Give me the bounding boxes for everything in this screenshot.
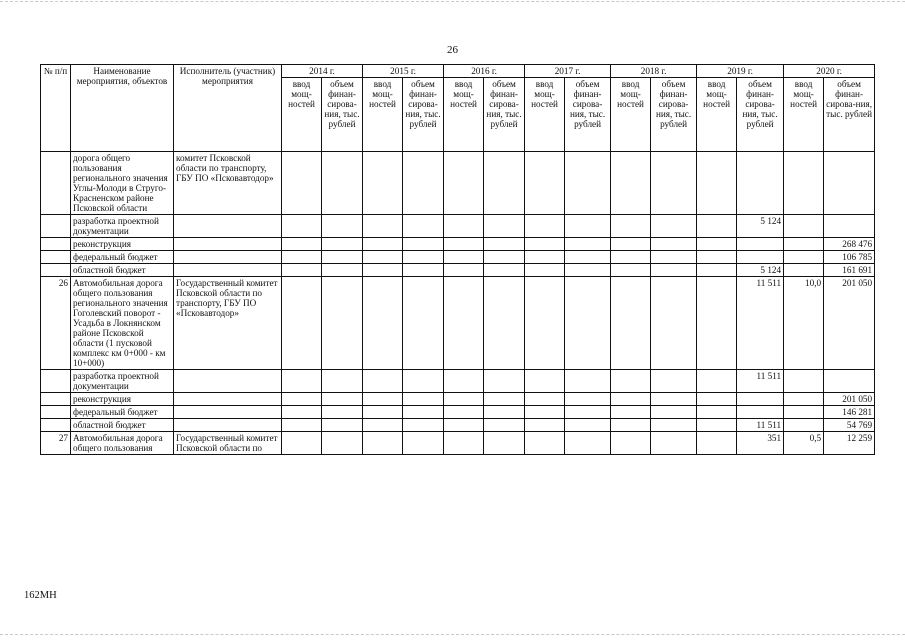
financing-cell [651,370,697,393]
capacity-cell [282,393,322,406]
financing-cell [322,370,363,393]
capacity-cell [697,264,737,277]
financing-cell [322,251,363,264]
capacity-cell [784,406,824,419]
financing-cell [651,406,697,419]
scan-edge-bottom [0,634,905,635]
capacity-cell [697,215,737,238]
capacity-cell [525,432,565,455]
capacity-cell [363,432,403,455]
capacity-cell [525,215,565,238]
capacity-cell [697,238,737,251]
financing-cell: 201 050 [824,393,875,406]
financing-cell: 11 511 [737,419,784,432]
financing-cell [403,264,444,277]
financing-cell [565,277,611,370]
capacity-cell [282,370,322,393]
financing-cell [565,419,611,432]
row-executor [174,251,282,264]
row-executor [174,238,282,251]
financing-cell [651,432,697,455]
row-name: дорога общего пользования регионального значения Углы-Молоди в Струго-Красненском районе Псковской области [71,152,174,215]
capacity-cell [611,432,651,455]
capacity-cell [784,152,824,215]
financing-cell [737,238,784,251]
row-executor [174,264,282,277]
row-number [41,393,71,406]
header-name: Наименование мероприятия, объектов [71,65,174,152]
financing-cell [403,251,444,264]
financing-cell [651,277,697,370]
capacity-cell [363,419,403,432]
capacity-cell [363,238,403,251]
header-financing: объем финан-сирова-ния, тыс. рублей [322,78,363,152]
row-name: Автомобильная дорога общего пользования регионального значения Гоголевский поворот - Усадьба в Локнянском районе Псковской области (1 пусковой комплекс км 0+000 - км 10+000) [71,277,174,370]
financing-cell: 54 769 [824,419,875,432]
financing-cell [737,393,784,406]
financing-cell [403,215,444,238]
capacity-cell [525,238,565,251]
table-row [41,152,875,215]
capacity-cell [611,251,651,264]
capacity-cell [282,251,322,264]
financing-cell: 268 476 [824,238,875,251]
header-financing: объем финан-сирова-ния, тыс. рублей [403,78,444,152]
financing-cell [484,419,525,432]
header-capacity: ввод мощ-ностей [611,78,651,152]
capacity-cell [282,238,322,251]
table-row [41,251,875,264]
financing-cell [737,406,784,419]
financing-cell [322,152,363,215]
financing-cell [651,152,697,215]
capacity-cell [444,393,484,406]
capacity-cell [784,264,824,277]
row-executor [174,406,282,419]
financing-cell [403,277,444,370]
header-financing: объем финан-сирова-ния, тыс. рублей [737,78,784,152]
financing-cell [484,432,525,455]
header-capacity: ввод мощ-ностей [444,78,484,152]
financing-cell [824,215,875,238]
header-executor: Исполнитель (участник) мероприятия [174,65,282,152]
capacity-cell [444,370,484,393]
header-year-2018: 2018 г. [611,65,697,78]
header-num: № п/п [41,65,71,152]
capacity-cell [697,406,737,419]
financing-cell [322,277,363,370]
capacity-cell [282,406,322,419]
table-row [41,215,875,238]
capacity-cell [611,152,651,215]
header-financing: объем финан-сирова-ния, тыс. рублей [484,78,525,152]
financing-cell [484,264,525,277]
header-year-2014: 2014 г. [282,65,363,78]
row-name: областной бюджет [71,419,174,432]
row-number [41,406,71,419]
capacity-cell [611,264,651,277]
capacity-cell [784,215,824,238]
capacity-cell [697,393,737,406]
financing-cell [484,370,525,393]
header-year-2020: 2020 г. [784,65,875,78]
financing-cell [322,432,363,455]
financing-cell [322,215,363,238]
financing-cell [484,393,525,406]
table-row [41,370,875,393]
capacity-cell [444,238,484,251]
program-table [40,64,875,455]
row-number [41,251,71,264]
capacity-cell [363,251,403,264]
capacity-cell [784,238,824,251]
header-year-2019: 2019 г. [697,65,784,78]
financing-cell [565,152,611,215]
capacity-cell [444,406,484,419]
financing-cell [565,251,611,264]
capacity-cell [525,251,565,264]
row-name: реконструкция [71,238,174,251]
capacity-cell: 10,0 [784,277,824,370]
financing-cell [651,251,697,264]
header-year-2015: 2015 г. [363,65,444,78]
financing-cell [565,370,611,393]
financing-cell [403,406,444,419]
capacity-cell [697,152,737,215]
financing-cell [484,152,525,215]
financing-cell [403,152,444,215]
row-executor [174,215,282,238]
capacity-cell [697,251,737,264]
financing-cell: 5 124 [737,215,784,238]
financing-cell [403,432,444,455]
row-name: федеральный бюджет [71,251,174,264]
capacity-cell [282,419,322,432]
capacity-cell [444,215,484,238]
capacity-cell [525,370,565,393]
financing-cell [403,419,444,432]
table-body [41,152,875,455]
financing-cell: 146 281 [824,406,875,419]
header-year-2016: 2016 г. [444,65,525,78]
financing-cell [484,215,525,238]
financing-cell [403,370,444,393]
financing-cell [565,264,611,277]
table-row [41,432,875,455]
row-executor [174,370,282,393]
capacity-cell [611,406,651,419]
capacity-cell [525,393,565,406]
financing-cell [651,393,697,406]
capacity-cell [363,406,403,419]
row-number [41,238,71,251]
row-name: реконструкция [71,393,174,406]
header-capacity: ввод мощ-ностей [697,78,737,152]
capacity-cell [363,152,403,215]
capacity-cell [525,264,565,277]
financing-cell [322,264,363,277]
capacity-cell [525,152,565,215]
financing-cell: 106 785 [824,251,875,264]
capacity-cell [363,264,403,277]
capacity-cell [525,406,565,419]
capacity-cell [611,419,651,432]
header-capacity: ввод мощ-ностей [282,78,322,152]
header-financing: объем финан-сирова-ния, тыс. рублей [565,78,611,152]
capacity-cell [697,277,737,370]
financing-cell: 11 511 [737,370,784,393]
financing-cell [565,406,611,419]
financing-cell [565,393,611,406]
row-executor [174,419,282,432]
financing-cell: 351 [737,432,784,455]
header-capacity: ввод мощ-ностей [363,78,403,152]
row-number: 27 [41,432,71,455]
header-capacity: ввод мощ-ностей [784,78,824,152]
row-name: разработка проектной документации [71,215,174,238]
header-financing: объем финан-сирова-ния, тыс. рублей [824,78,875,152]
financing-cell: 12 259 [824,432,875,455]
capacity-cell [611,215,651,238]
capacity-cell [784,370,824,393]
financing-cell [824,370,875,393]
financing-cell [322,393,363,406]
financing-cell [651,238,697,251]
capacity-cell [282,215,322,238]
capacity-cell [282,277,322,370]
capacity-cell [697,370,737,393]
financing-cell [322,238,363,251]
capacity-cell [444,277,484,370]
scan-edge-top [0,1,905,2]
row-executor: Государственный комитет Псковской области по [174,432,282,455]
capacity-cell [363,370,403,393]
capacity-cell [444,264,484,277]
capacity-cell [363,215,403,238]
table-row [41,419,875,432]
capacity-cell [525,277,565,370]
row-number [41,370,71,393]
row-number [41,215,71,238]
capacity-cell [611,393,651,406]
capacity-cell [697,432,737,455]
row-name: федеральный бюджет [71,406,174,419]
capacity-cell [444,432,484,455]
capacity-cell [784,419,824,432]
financing-cell [737,251,784,264]
header-row-years [41,65,875,78]
financing-cell [651,419,697,432]
capacity-cell [784,251,824,264]
row-executor: Государственный комитет Псковской области по транспорту, ГБУ ПО «Псковавтодор» [174,277,282,370]
financing-cell: 5 124 [737,264,784,277]
row-executor: комитет Псковской области по транспорту, ГБУ ПО «Псковавтодор» [174,152,282,215]
row-number [41,152,71,215]
capacity-cell [611,277,651,370]
header-year-2017: 2017 г. [525,65,611,78]
financing-cell [565,215,611,238]
capacity-cell: 0,5 [784,432,824,455]
financing-cell [322,419,363,432]
capacity-cell [525,419,565,432]
capacity-cell [611,370,651,393]
financing-cell: 161 691 [824,264,875,277]
row-number [41,264,71,277]
page-number: 26 [447,44,458,56]
financing-cell [651,215,697,238]
capacity-cell [444,251,484,264]
table-row [41,393,875,406]
row-name: Автомобильная дорога общего пользования [71,432,174,455]
financing-cell [484,238,525,251]
capacity-cell [784,393,824,406]
financing-cell [403,393,444,406]
financing-cell [484,251,525,264]
table-row [41,238,875,251]
financing-cell: 201 050 [824,277,875,370]
capacity-cell [444,419,484,432]
capacity-cell [282,152,322,215]
financing-cell [484,406,525,419]
header-financing: объем финан-сирова-ния, тыс. рублей [651,78,697,152]
financing-cell [565,432,611,455]
capacity-cell [611,238,651,251]
financing-cell: 11 511 [737,277,784,370]
financing-cell [824,152,875,215]
financing-cell [403,238,444,251]
financing-cell [484,277,525,370]
financing-cell [322,406,363,419]
capacity-cell [444,152,484,215]
table-row [41,264,875,277]
row-name: разработка проектной документации [71,370,174,393]
capacity-cell [363,393,403,406]
capacity-cell [363,277,403,370]
financing-cell [651,264,697,277]
table-row [41,406,875,419]
row-number [41,419,71,432]
capacity-cell [697,419,737,432]
footer-code: 162МН [24,590,57,601]
financing-cell [565,238,611,251]
header-capacity: ввод мощ-ностей [525,78,565,152]
row-executor [174,393,282,406]
financing-cell [737,152,784,215]
row-name: областной бюджет [71,264,174,277]
capacity-cell [282,264,322,277]
capacity-cell [282,432,322,455]
table-row [41,277,875,370]
row-number: 26 [41,277,71,370]
